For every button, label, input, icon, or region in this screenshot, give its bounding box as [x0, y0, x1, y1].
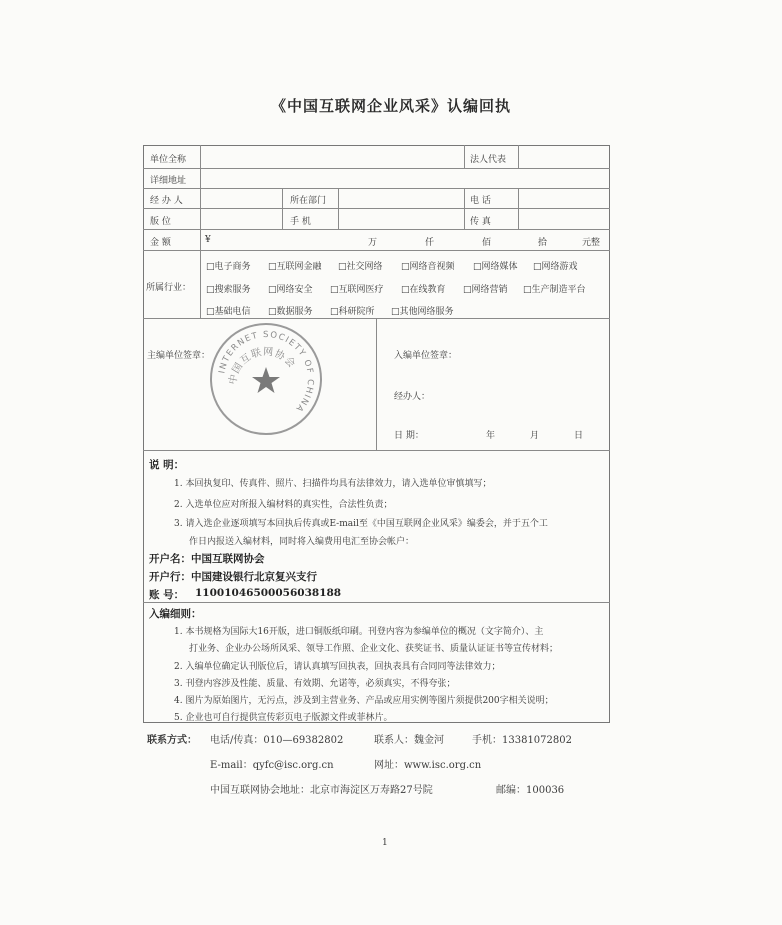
label-host-sign: 主编单位签章：	[147, 351, 211, 361]
unit-yuan: 元整	[582, 238, 601, 248]
checkbox-ecommerce[interactable]: □电子商务	[206, 262, 251, 272]
rule-item: 打业务、企业办公场所风采、领导工作照、企业文化、获奖证书、质量认证证书等宣传材料；	[189, 644, 559, 654]
checkbox-security[interactable]: □网络安全	[268, 285, 313, 295]
col-divider	[464, 145, 465, 168]
contact-site[interactable]: 网址：www.isc.org.cn	[374, 760, 482, 771]
label-industry: 所属行业：	[146, 283, 192, 293]
row-divider	[143, 168, 610, 169]
col-divider	[518, 188, 519, 229]
unit-bai: 佰	[482, 238, 492, 248]
checkbox-medical[interactable]: □互联网医疗	[330, 285, 384, 295]
note-item: 2. 入选单位应对所报入编材料的真实性，合法性负责；	[174, 500, 393, 510]
contact-label: 联系方式：	[147, 735, 197, 746]
checkbox-data[interactable]: □数据服务	[268, 307, 313, 317]
bank-name: 开户行：中国建设银行北京复兴支行	[149, 571, 317, 583]
rule-item: 1. 本书规格为国际大16开版，进口铜版纸印刷。刊登内容为参编单位的概况（文字简介）、主	[174, 627, 544, 637]
checkbox-av[interactable]: □网络音视频	[401, 262, 455, 272]
contact-mobile: 手机：13381072802	[472, 735, 572, 746]
checkbox-manufacturing[interactable]: □生产制造平台	[523, 285, 586, 295]
col-divider	[282, 188, 283, 229]
checkbox-marketing[interactable]: □网络营销	[463, 285, 508, 295]
label-handler: 经 办 人	[150, 196, 183, 206]
contact-tel: 电话/传真：010—69382802	[210, 735, 344, 746]
checkbox-games[interactable]: □网络游戏	[533, 262, 578, 272]
checkbox-research[interactable]: □科研院所	[330, 307, 375, 317]
row-divider	[143, 602, 610, 603]
label-department: 所在部门	[290, 196, 327, 206]
checkbox-social-network[interactable]: □社交网络	[338, 262, 383, 272]
checkbox-media[interactable]: □网络媒体	[473, 262, 518, 272]
col-divider	[200, 145, 201, 318]
label-date: 日 期：	[394, 431, 424, 441]
rule-item: 4. 图片为原始图片，无污点，涉及到主营业务、产品或应用实例等图片须提供200字相关说明；	[174, 696, 554, 706]
row-divider	[143, 250, 610, 251]
label-address: 详细地址	[150, 176, 187, 186]
label-month: 月	[530, 431, 540, 441]
label-unit-name: 单位全称	[150, 155, 187, 165]
star-icon	[252, 367, 280, 393]
rule-item: 5. 企业也可自行提供宣传彩页电子版源文件或菲林片。	[174, 713, 393, 723]
label-phone: 电 话	[470, 196, 491, 206]
row-divider	[143, 188, 610, 189]
col-divider	[376, 318, 377, 450]
label-entry-sign: 入编单位签章：	[394, 351, 458, 361]
col-divider	[464, 188, 465, 229]
unit-wan: 万	[368, 238, 378, 248]
checkbox-internet-finance[interactable]: □互联网金融	[268, 262, 322, 272]
contact-person: 联系人：魏金河	[374, 735, 444, 746]
label-year: 年	[486, 431, 496, 441]
row-divider	[143, 450, 610, 451]
note-item: 作日内报送入编材料，同时将入编费用电汇至协会帐户：	[189, 537, 415, 547]
notes-heading: 说 明：	[149, 459, 185, 471]
page-number: 1	[382, 838, 388, 848]
label-sign-handler: 经办人：	[394, 392, 431, 402]
rule-item: 3. 刊登内容涉及性能、质量、有效期、允诺等，必须真实，不得夸张；	[174, 679, 456, 689]
checkbox-search[interactable]: □搜索服务	[206, 285, 251, 295]
contact-address: 中国互联网协会地址：北京市海淀区万寿路27号院	[210, 785, 433, 796]
seal-outer-text: INTERNET SOCIETY OF CHINA	[217, 329, 316, 415]
unit-qian: 仟	[425, 238, 435, 248]
contact-email[interactable]: E-mail：qyfc@isc.org.cn	[210, 760, 334, 771]
checkbox-telecom[interactable]: □基础电信	[206, 307, 251, 317]
col-divider	[518, 145, 519, 168]
label-mobile: 手 机	[290, 217, 311, 227]
document-title: 《中国互联网企业风采》认编回执	[270, 97, 511, 115]
contact-zip: 邮编：100036	[496, 785, 565, 796]
checkbox-other[interactable]: □其他网络服务	[391, 307, 454, 317]
seal-inner-text: 中国互联网协会	[227, 346, 298, 386]
checkbox-education[interactable]: □在线教育	[401, 285, 446, 295]
row-divider	[143, 229, 610, 230]
row-divider	[143, 208, 610, 209]
label-fax: 传 真	[470, 217, 491, 227]
label-legal-rep: 法人代表	[470, 155, 507, 165]
label-layout: 版 位	[150, 217, 171, 227]
account-no-label: 账 号：	[149, 589, 185, 601]
note-item: 1. 本回执复印、传真件、照片、扫描件均具有法律效力，请入选单位审慎填写；	[174, 479, 492, 489]
account-no: 11001046500056038188	[195, 587, 342, 599]
rule-item: 2. 入编单位确定认刊版位后，请认真填写回执表，回执表具有合同同等法律效力；	[174, 662, 501, 672]
label-day: 日	[574, 431, 584, 441]
currency-symbol: ¥	[205, 235, 211, 245]
label-amount: 金 额	[150, 238, 171, 248]
seal-graphic	[212, 325, 320, 433]
unit-shi: 拾	[538, 238, 548, 248]
col-divider	[338, 188, 339, 229]
note-item: 3. 请入选企业逐项填写本回执后传真或E-mail至《中国互联网企业风采》编委会，并于五个工	[174, 519, 548, 529]
rules-heading: 入编细则：	[149, 608, 202, 620]
account-name: 开户名：中国互联网协会	[149, 553, 265, 565]
organization-seal	[210, 323, 322, 435]
